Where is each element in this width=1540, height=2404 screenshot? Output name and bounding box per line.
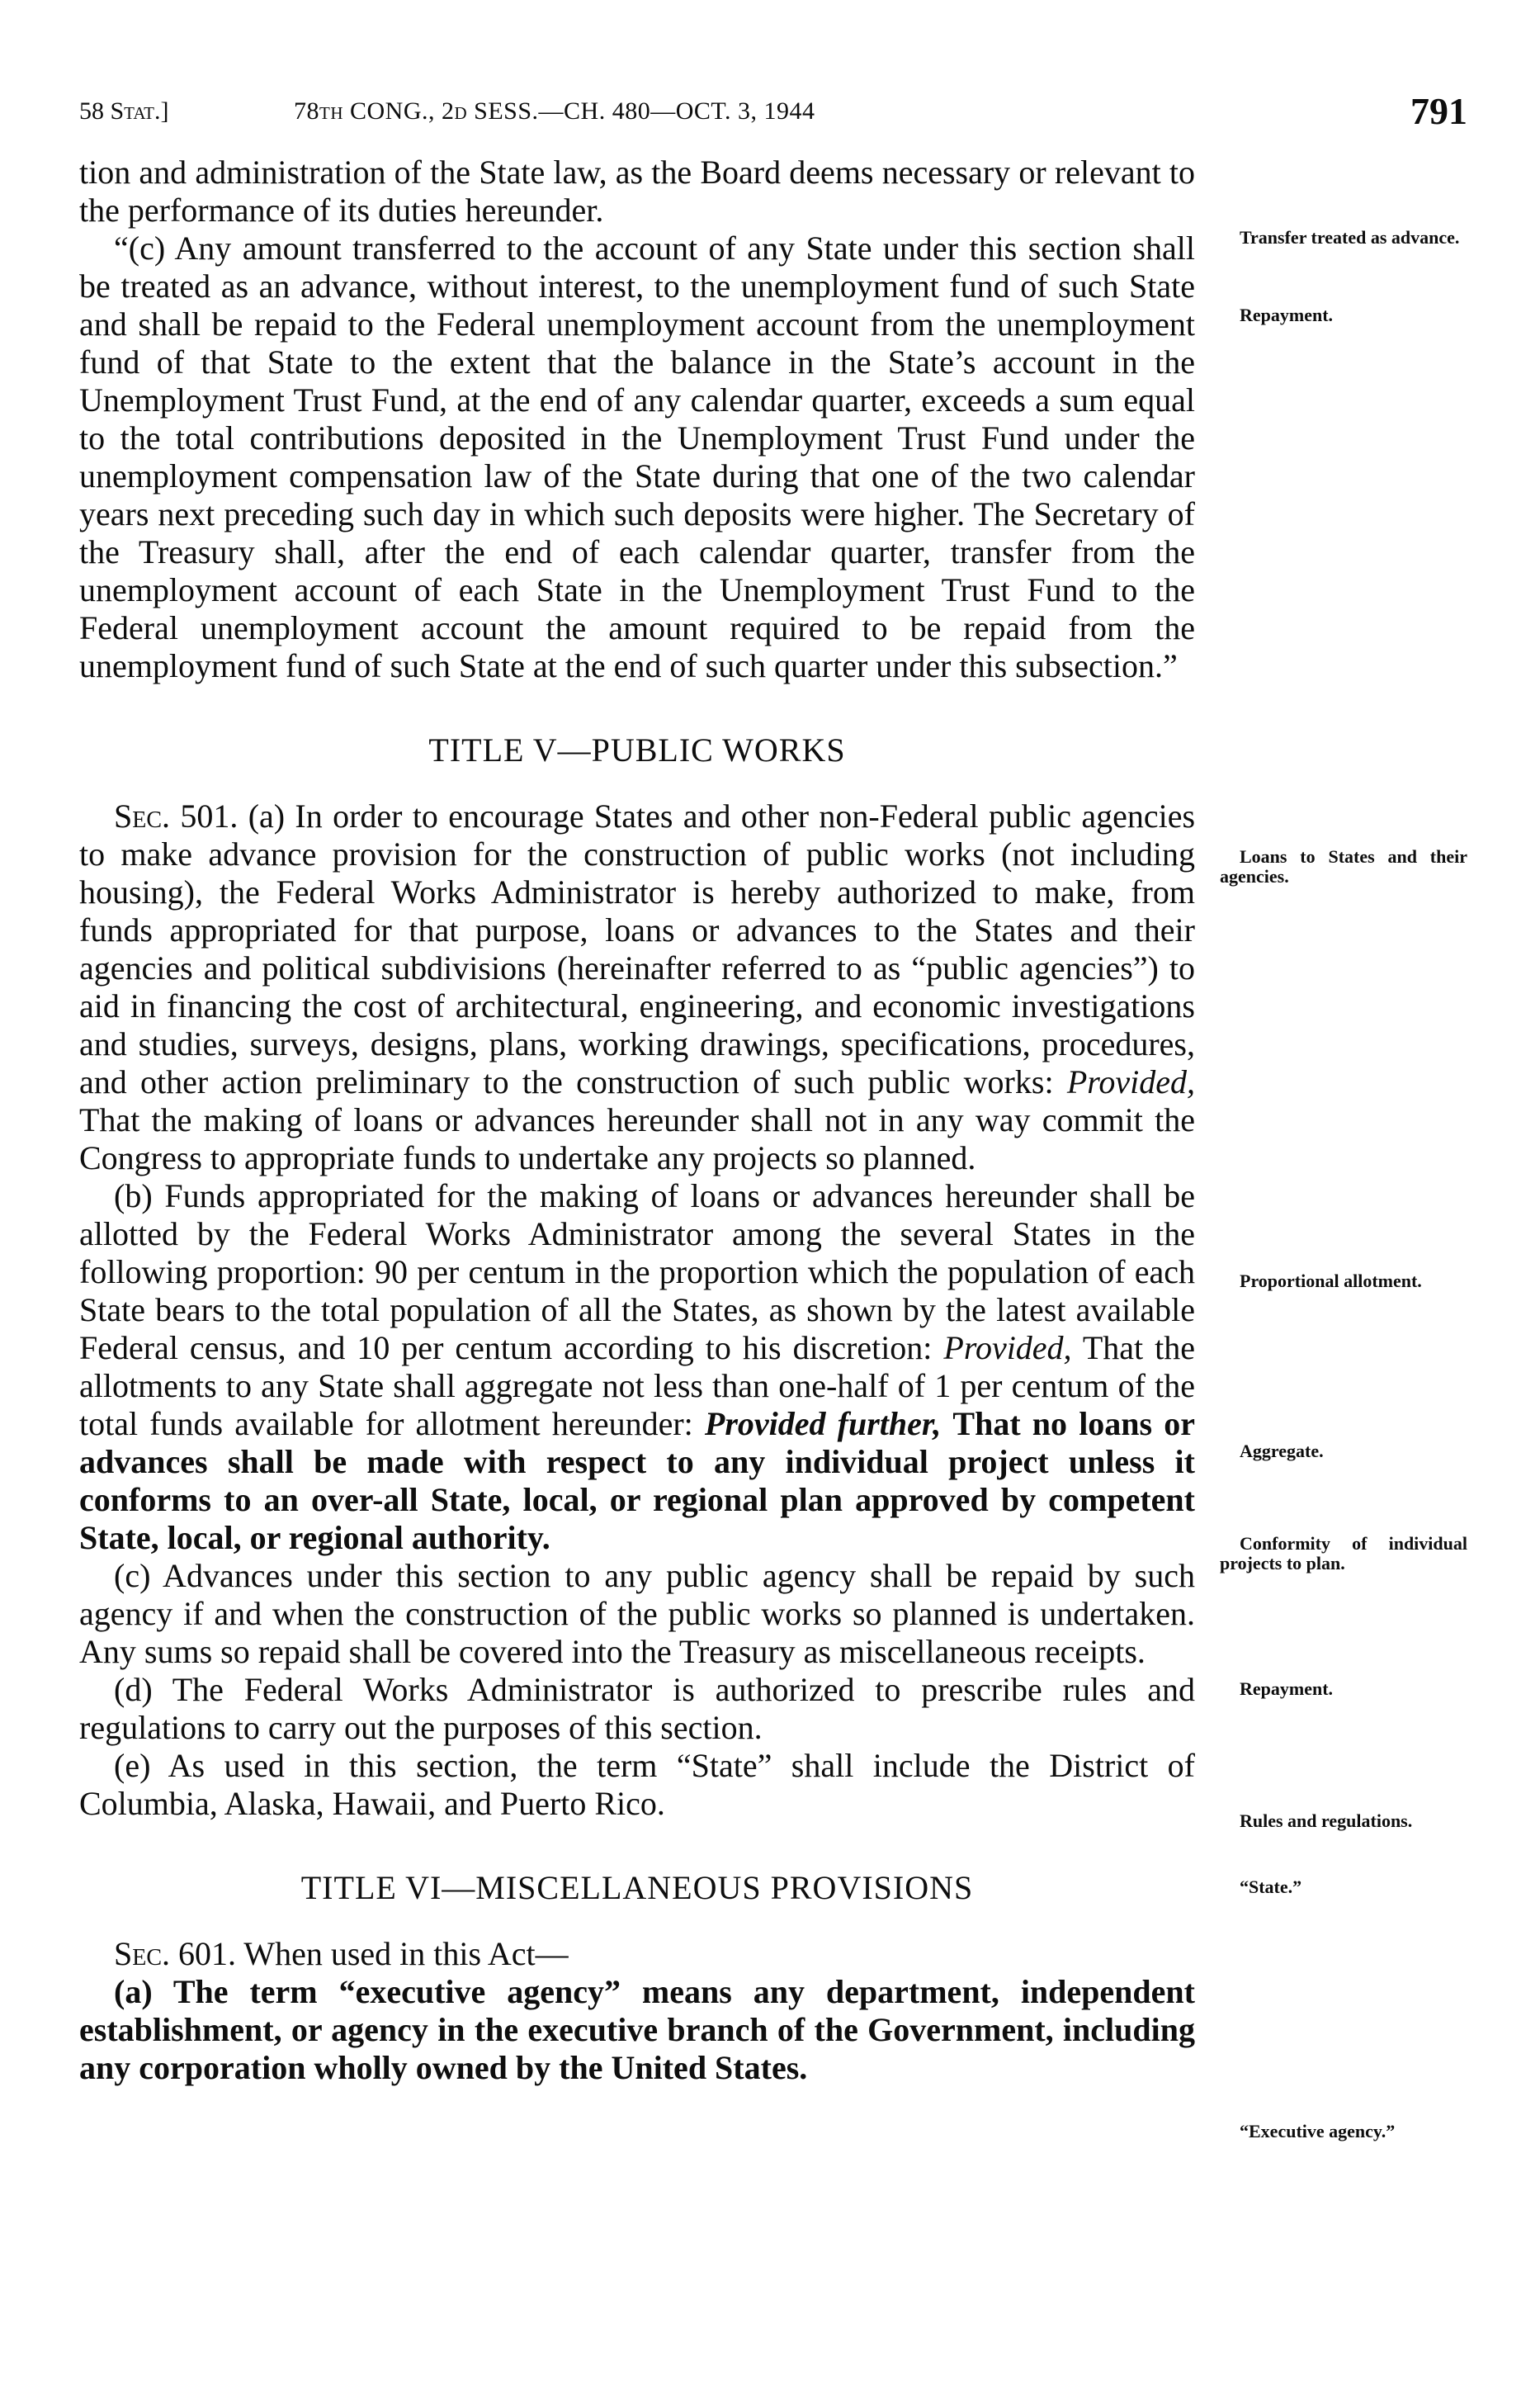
section-label: Sec. [114,797,171,835]
paragraph-continuation: tion and administration of the State law, as the Board deems necessary or relevant to the performance of its duties hereunder. [79,154,1195,229]
main-text [79,154,1195,2087]
section-601a [79,1973,1195,2087]
sidenote-conformity-of-projects: Conformity of individual projects to plan. [1220,1533,1467,1573]
sidenote-executive-agency: “Executive agency.” [1240,2121,1396,2141]
sidenote-repayment: Repayment. [1240,305,1334,325]
section-label: Sec. [114,1935,171,1972]
running-head: 78th CONG., 2d SESS.—CH. 480—OCT. 3, 1944 [294,97,815,125]
section-501a-proviso: That the making of loans or advances hereunder shall not in any way commit the Congress to appropriate funds to undertake any projects so planned. [79,1101,1195,1176]
section-501c: (c) Advances under this section to any public agency shall be repaid by such agency if and when the construction of the public works so planned is undertaken. Any sums so repaid shall be covered into the Treasury as miscellaneous receipts. [79,1557,1195,1670]
sidenote-repayment-2: Repayment. [1240,1678,1334,1699]
section-501b-text: (b) Funds appropriated for the making of loans or advances hereunder shall be allotted by the Federal Works Administrator among the several States in the following proportion: 90 per centum in the proportion which the population of each State bears to the total population of all the States, as shown by the latest available Federal census, and 10 per centum according to his discretion: [79,1177,1195,1366]
statute-volume: 58 Stat.] [79,97,169,125]
section-501b-proviso: That the allotments to any State shall aggregate not less than one-half of 1 per centum of the total funds available for allotment hereunder: [79,1329,1196,1442]
section-601-text: 601. When used in this Act— [178,1935,569,1972]
title-vi-heading: TITLE VI—MISCELLANEOUS PROVISIONS [300,1869,974,1906]
proviso-further-label: Provided further, [704,1405,942,1442]
section-501a [79,797,1195,1177]
page-number: 791 [1410,90,1467,132]
proviso-label: Provided, [1066,1063,1196,1100]
sidenote-aggregate: Aggregate. [1240,1441,1324,1461]
sidenote-rules-and-regulations: Rules and regulations. [1240,1810,1413,1831]
sidenote-transfer-treated-as-advance: Transfer treated as advance. [1240,227,1460,248]
title-v-heading: TITLE V—PUBLIC WORKS [428,731,846,769]
proviso-label: Provided, [943,1329,1072,1366]
sidenote-loans-to-states: Loans to States and their agencies. [1220,846,1467,887]
section-501b [79,1177,1195,1557]
paragraph-c-transfer: “(c) Any amount transferred to the account of any State under this section shall be treated as an advance, without interest, to the unemployment fund of such State and shall be repaid to the Federal unemployment account from the unemployment fund of that State to the extent that the balance in the State’s account in the Unemployment Trust Fund, at the end of any calendar quarter, exceeds a sum equal to the total contributions deposited in the Unemployment Trust Fund under the unemployment compensation law of the State during that one of the two calendar years next preceding such day in which such deposits were higher. The Secretary of the Treasury shall, after the end of each calendar quarter, transfer from the unemployment account of each State in the Unemployment Trust Fund to the Federal unemployment account the amount required to be repaid from the unemployment fund of such State at the end of such quarter under this subsection.” [79,230,1195,684]
section-601 [79,1935,1195,1973]
sidenote-proportional-allotment: Proportional allotment. [1240,1271,1422,1291]
margin-notes [1220,0,1467,2404]
section-501b-further-proviso: That no loans or advances shall be made with respect to any individual project unless it conforms to an over-all State, local, or regional plan approved by competent State, local, or regional authority. [79,1405,1196,1556]
section-501d: (d) The Federal Works Administrator is authorized to prescribe rules and regulations to carry out the purposes of this section. [79,1671,1195,1746]
section-601a-text: (a) The term “executive agency” means any department, independent establishment, or agency in the executive branch of the Government, including any corporation wholly owned by the United States. [79,1973,1195,2086]
section-501e: (e) As used in this section, the term “State” shall include the District of Columbia, Alaska, Hawaii, and Puerto Rico. [79,1747,1195,1822]
sidenote-state-definition: “State.” [1240,1876,1302,1897]
section-501a-text: 501. (a) In order to encourage States and other non-Federal public agencies to make advance provision for the construction of public works (not including housing), the Federal Works Administrator is hereby authorized to make, from funds appropriated for that purpose, loans or advances to the States and their agencies and political subdivisions (hereinafter referred to as “public agencies”) to aid in financing the cost of architectural, engineering, and economic investigations and studies, surveys, designs, plans, working drawings, specifications, procedures, and other action preliminary to the construction of such public works: [79,797,1196,1100]
